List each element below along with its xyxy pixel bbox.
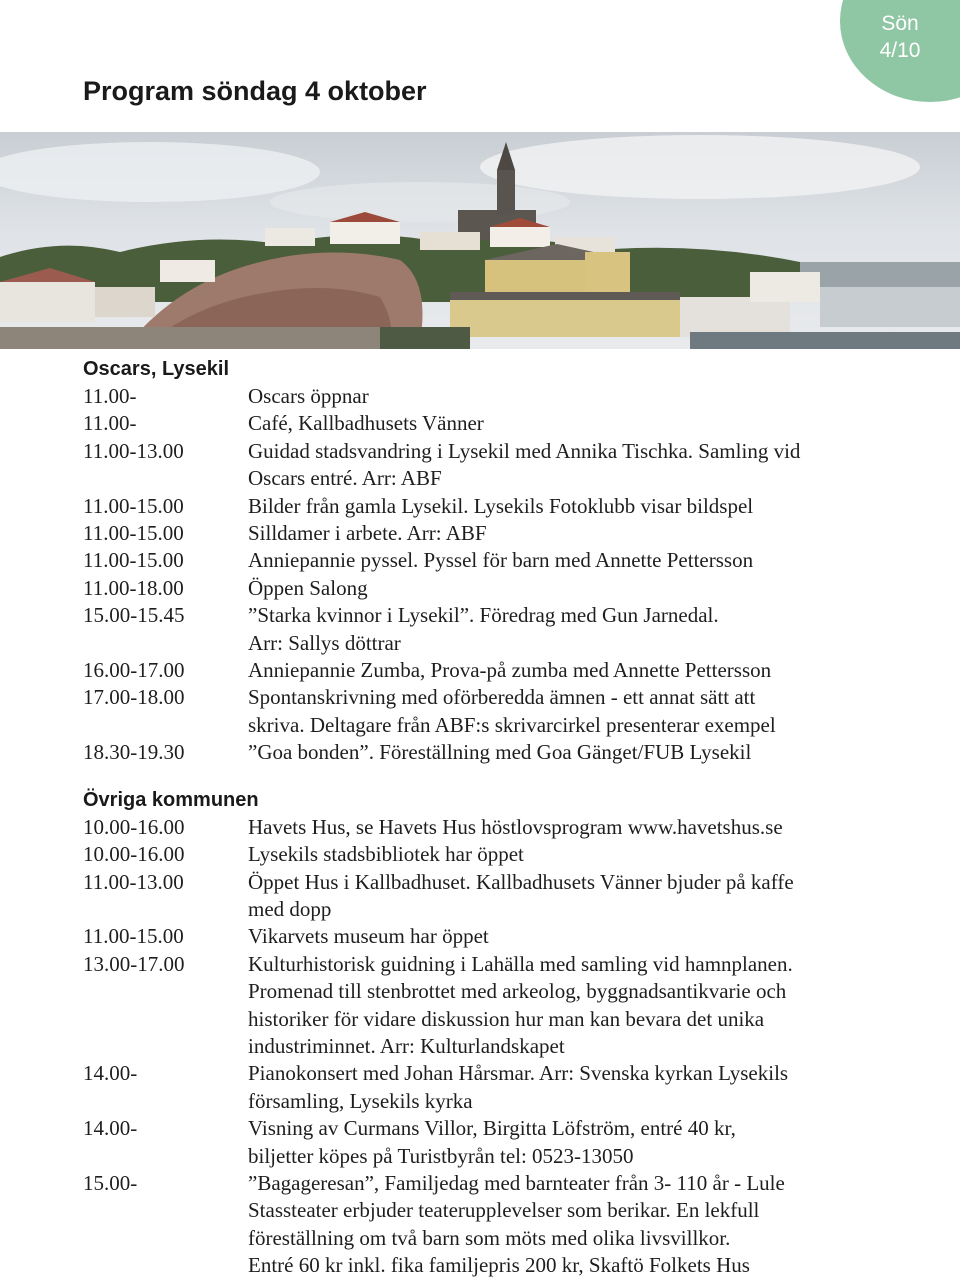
program-entry	[83, 1170, 933, 1280]
entry-description	[248, 684, 933, 739]
entry-description	[248, 841, 933, 868]
entry-description	[248, 383, 933, 410]
entry-description	[248, 923, 933, 950]
entry-description	[248, 1060, 933, 1115]
entry-description	[248, 520, 933, 547]
entry-line: Oscars entré. Arr: ABF	[248, 466, 442, 491]
program-entry	[83, 410, 933, 437]
program-entry	[83, 951, 933, 1061]
entry-line: ”Starka kvinnor i Lysekil”. Föredrag med Gun Jarnedal.	[248, 603, 719, 628]
entry-description	[248, 438, 933, 493]
program-entry	[83, 923, 933, 950]
program-entry	[83, 684, 933, 739]
program-content	[83, 356, 933, 1280]
entry-line: Anniepannie Zumba, Prova-på zumba med Annette Pettersson	[248, 658, 772, 683]
entry-line: Visning av Curmans Villor, Birgitta Löfström, entré 40 kr,	[248, 1116, 736, 1141]
program-entry	[83, 841, 933, 868]
entry-description	[248, 951, 933, 1061]
program-entry	[83, 383, 933, 410]
entry-description	[248, 657, 933, 684]
entry-time: 11.00-13.00	[83, 438, 184, 463]
entry-description	[248, 1115, 933, 1170]
section-title-oscars: Oscars, Lysekil	[83, 358, 230, 380]
program-entry	[83, 575, 933, 602]
entry-description	[248, 575, 933, 602]
entry-description	[248, 814, 933, 841]
entry-time: 18.30-19.30	[83, 740, 185, 765]
date-badge-text	[860, 10, 940, 64]
entry-time: 14.00-	[83, 1116, 138, 1141]
entry-line: Guidad stadsvandring i Lysekil med Annika Tischka. Samling vid	[248, 438, 801, 463]
program-entry	[83, 1115, 933, 1170]
entry-line: ”Goa bonden”. Föreställning med Goa Gänget/FUB Lysekil	[248, 740, 752, 765]
entry-time: 11.00-	[83, 384, 137, 408]
program-list-oscars	[83, 383, 933, 767]
entry-description	[248, 869, 933, 924]
entry-line: Bilder från gamla Lysekil. Lysekils Fotoklubb visar bildspel	[248, 493, 754, 518]
entry-time: 11.00-15.00	[83, 521, 184, 546]
entry-line: Oscars öppnar	[248, 384, 369, 408]
entry-line: Vikarvets museum har öppet	[248, 924, 489, 949]
badge-day: Sön	[881, 12, 919, 35]
entry-time: 11.00-13.00	[83, 869, 184, 894]
entry-line: Pianokonsert med Johan Hårsmar. Arr: Svenska kyrkan Lysekils	[248, 1061, 789, 1086]
entry-description	[248, 602, 933, 657]
entry-line: Anniepannie pyssel. Pyssel för barn med Annette Pettersson	[248, 548, 754, 573]
entry-line: biljetter köpes på Turistbyrån tel: 0523-13050	[248, 1143, 634, 1168]
entry-line: föreställning om två barn som möts med olika livsvillkor.	[248, 1225, 731, 1250]
entry-line: Öppet Hus i Kallbadhuset. Kallbadhusets Vänner bjuder på kaffe	[248, 869, 794, 894]
town-photo-illustration	[0, 132, 960, 349]
entry-description	[248, 1170, 933, 1280]
entry-time: 15.00-15.45	[83, 603, 185, 628]
entry-line: skriva. Deltagare från ABF:s skrivarcirkel presenterar exempel	[248, 712, 776, 737]
program-entry	[83, 493, 933, 520]
program-entry	[83, 547, 933, 574]
program-entry	[83, 602, 933, 657]
program-entry	[83, 1060, 933, 1115]
entry-time: 16.00-17.00	[83, 658, 185, 683]
entry-line: Entré 60 kr inkl. fika familjepris 200 kr, Skaftö Folkets Hus	[248, 1253, 750, 1278]
entry-time: 11.00-	[83, 411, 137, 436]
entry-line: Öppen Salong	[248, 575, 368, 600]
entry-description	[248, 547, 933, 574]
entry-line: ”Bagageresan”, Familjedag med barnteater från 3- 110 år - Lule	[248, 1170, 785, 1195]
entry-time: 11.00-15.00	[83, 493, 184, 518]
badge-date: 4/10	[879, 39, 921, 62]
entry-line: Café, Kallbadhusets Vänner	[248, 411, 484, 436]
entry-description	[248, 410, 933, 437]
entry-line: Lysekils stadsbibliotek har öppet	[248, 842, 524, 867]
entry-line: Silldamer i arbete. Arr: ABF	[248, 521, 487, 546]
lysekil-town-photo	[0, 132, 960, 349]
entry-line: Havets Hus, se Havets Hus höstlovsprogram www.havetshus.se	[248, 814, 783, 839]
entry-line: Kulturhistorisk guidning i Lahälla med samling vid hamnplanen.	[248, 951, 793, 976]
program-entry	[83, 739, 933, 766]
program-entry	[83, 520, 933, 547]
entry-time: 14.00-	[83, 1061, 138, 1086]
program-entry	[83, 657, 933, 684]
entry-time: 11.00-15.00	[83, 924, 184, 949]
entry-line: industriminnet. Arr: Kulturlandskapet	[248, 1033, 565, 1058]
entry-time: 13.00-17.00	[83, 951, 185, 976]
entry-description	[248, 739, 933, 766]
entry-line: Spontanskrivning med oförberedda ämnen - ett annat sätt att	[248, 685, 756, 710]
entry-description	[248, 493, 933, 520]
entry-line: med dopp	[248, 896, 332, 921]
entry-time: 11.00-15.00	[83, 548, 184, 573]
entry-line: Stassteater erbjuder teaterupplevelser som berikar. En lekfull	[248, 1198, 760, 1223]
section-title-ovriga-kommunen: Övriga kommunen	[83, 788, 259, 811]
entry-time: 11.00-18.00	[83, 575, 184, 600]
entry-time: 15.00-	[83, 1170, 138, 1195]
entry-time: 10.00-16.00	[83, 842, 185, 867]
program-list-ovriga-kommunen	[83, 814, 933, 1280]
program-entry	[83, 814, 933, 841]
entry-line: Arr: Sallys döttrar	[248, 630, 401, 655]
entry-line: historiker för vidare diskussion hur man kan bevara det unika	[248, 1006, 765, 1031]
entry-time: 10.00-16.00	[83, 814, 185, 839]
page-title: Program söndag 4 oktober	[83, 76, 427, 106]
program-entry	[83, 869, 933, 924]
entry-time: 17.00-18.00	[83, 685, 185, 710]
entry-line: församling, Lysekils kyrka	[248, 1088, 473, 1113]
entry-line: Promenad till stenbrottet med arkeolog, byggnadsantikvarie och	[248, 979, 787, 1004]
program-entry	[83, 438, 933, 493]
